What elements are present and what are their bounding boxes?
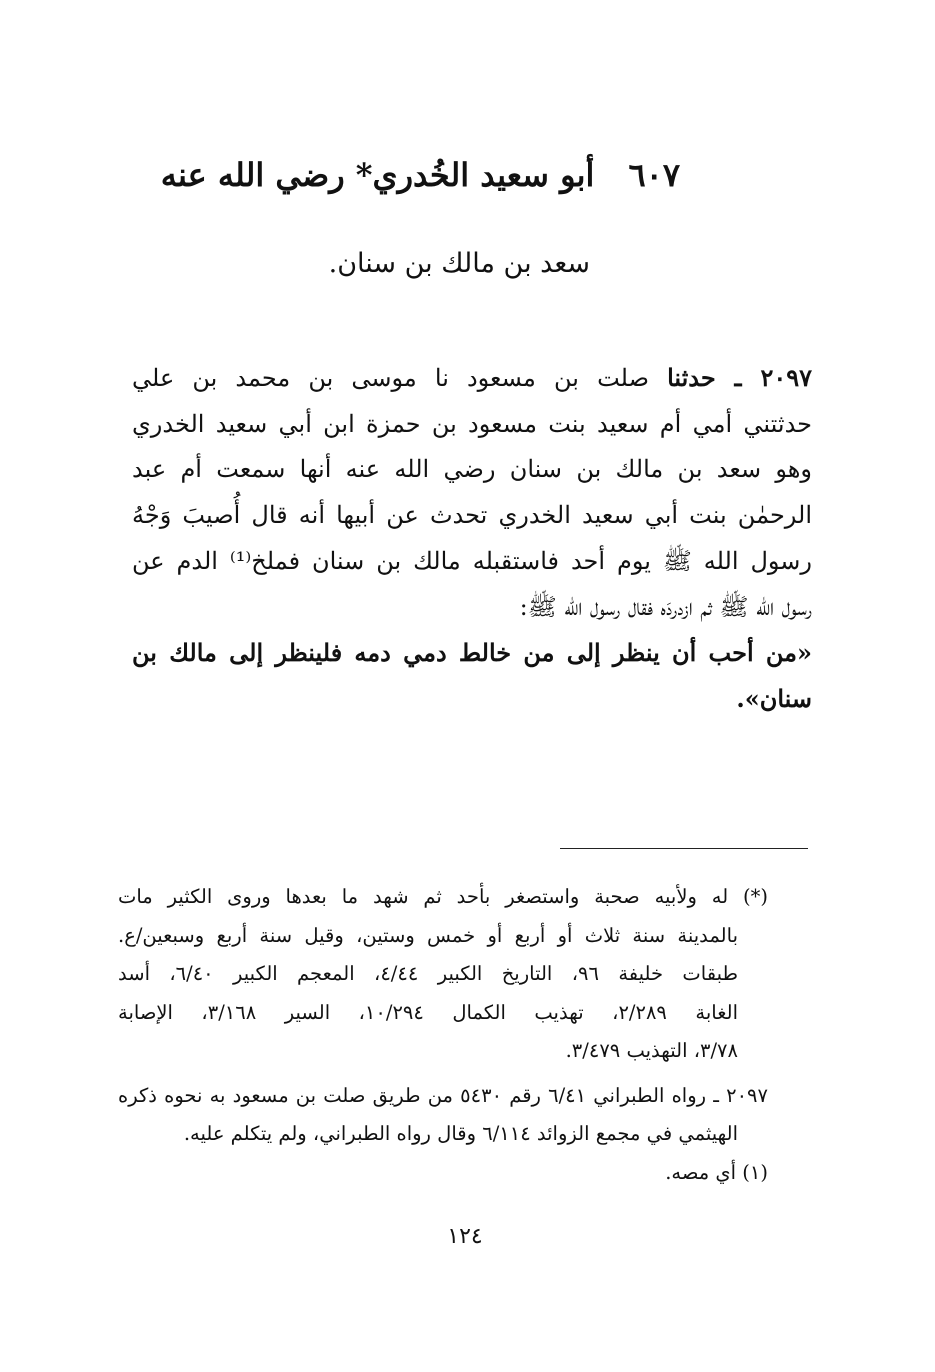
hadith-matn-line: سنان». [736, 683, 812, 713]
footnote-line: الغابة ٢/٢٨٩، تهذيب الكمال ١٠/٢٩٤، السير ٣/١٦٨، الإصابة [118, 1000, 739, 1024]
page-number: ١٢٤ [447, 1224, 483, 1249]
hadith-line: وهو سعد بن مالك بن سنان رضي الله عنه أنها سمعت أم عبد [132, 455, 812, 484]
hadith-line: رسول الله ﷺ يوم أحد فاستقبله مالك بن سنان فملخ⁽¹⁾ الدم عن [132, 546, 812, 575]
footnotes [118, 878, 768, 1192]
hadith-line [132, 355, 812, 402]
chapter-title: أبو سعيد الخُدري* رضي الله عنه [160, 156, 595, 194]
hadith-line-text: صلت بن مسعود نا موسى بن محمد بن علي [132, 364, 668, 392]
companion-name: سعد بن مالك بن سنان. [328, 248, 590, 279]
chapter-heading [120, 150, 680, 200]
hadith-text [132, 355, 812, 722]
chapter-number: ٦٠٧ [628, 156, 680, 194]
hadith-line: حدثتني أمي أم سعيد بنت مسعود بن حمزة ابن أبي سعيد الخدري [132, 409, 812, 438]
footnote-line: بالمدينة سنة ثلاث أو أربع أو خمس وستين، وقيل سنة أربع وسبعين/ع. [118, 923, 738, 947]
footnote-line: ٣/٧٨، التهذيب ٣/٤٧٩. [565, 1039, 738, 1062]
hadith-line: الرحمٰن بنت أبي سعيد الخدري تحدث عن أبيها أنه قال أُصيبَ وَجْهُ [132, 501, 812, 530]
hadith-number: ٢٠٩٧ ـ حدثنا [667, 363, 812, 392]
hadith-matn-line: «من أحب أن ينظر إلى من خالط دمي دمه فلينظر إلى مالك بن [132, 638, 812, 668]
footnote-divider [560, 848, 808, 849]
footnote-line: (*) له ولأبيه صحبة واستصغر بأحد ثم شهد ما بعدها وروى الكثير مات [118, 885, 768, 908]
hadith-line: رسول الله ﷺ ثم ازدردَه فقال رسول الله ﷺ: [519, 592, 812, 621]
footnote-line: ٢٠٩٧ ـ رواه الطبراني ٦/٤١ رقم ٥٤٣٠ من طريق صلت بن مسعود به نحوه ذكره [118, 1083, 768, 1107]
footnote-line: الهيثمي في مجمع الزوائد ٦/١١٤ وقال رواه الطبراني، ولم يتكلم عليه. [183, 1122, 738, 1145]
footnote-line: طبقات خليفة ٩٦، التاريخ الكبير ٤/٤٤، المعجم الكبير ٦/٤٠، أسد [118, 962, 738, 985]
footnote-line: (١) أي مصه. [665, 1160, 768, 1184]
